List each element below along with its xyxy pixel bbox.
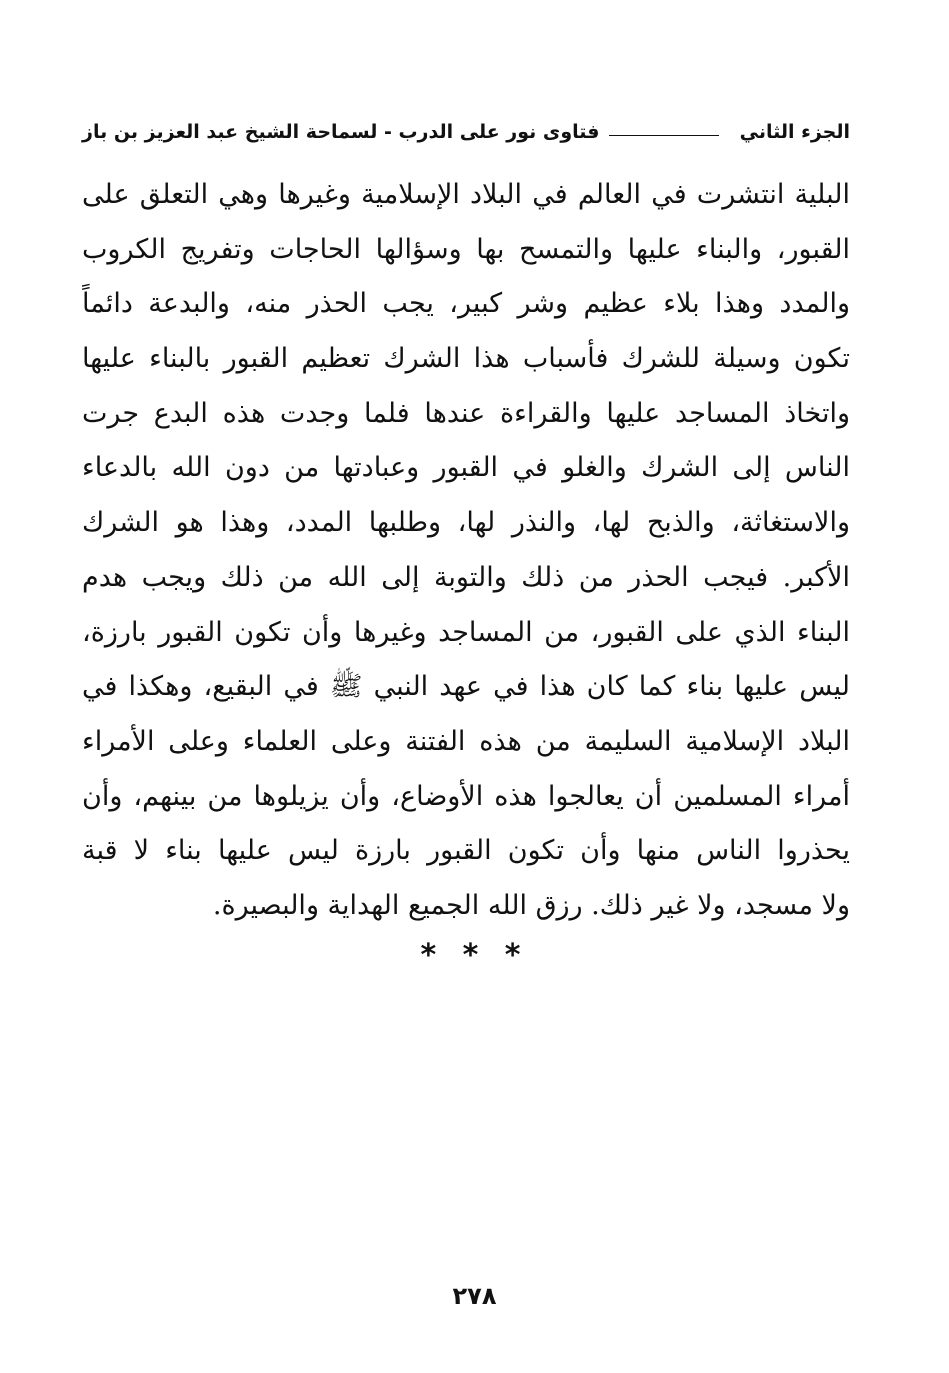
running-header xyxy=(82,112,850,152)
text-line: الأكبر. فيجب الحذر من ذلك والتوبة إلى الله من ذلك ويجب هدم xyxy=(82,561,850,593)
text-line: واتخاذ المساجد عليها والقراءة عندها فلما وجدت هذه البدع جرت xyxy=(82,397,850,429)
header-title-group xyxy=(82,121,719,143)
text-line: القبور، والبناء عليها والتمسح بها وسؤالها الحاجات وتفريج الكروب xyxy=(82,233,850,265)
page-number: ٢٧٨ xyxy=(452,1282,497,1310)
text-line: أمراء المسلمين أن يعالجوا هذه الأوضاع، وأن يزيلوها من بينهم، وأن xyxy=(82,780,850,812)
header-book-title: فتاوى نور على الدرب - لسماحة الشيخ عبد العزيز بن باز xyxy=(82,121,600,143)
body-text xyxy=(82,168,850,934)
text-line: تكون وسيلة للشرك فأسباب هذا الشرك تعظيم القبور بالبناء عليها xyxy=(82,343,850,375)
header-part-label: الجزء الثاني xyxy=(739,121,850,143)
text-line: الناس إلى الشرك والغلو في القبور وعبادتها من دون الله بالدعاء xyxy=(82,452,850,484)
text-line: البلية انتشرت في العالم في البلاد الإسلامية وغيرها وهي التعلق على xyxy=(82,179,850,210)
text-line: والمدد وهذا بلاء عظيم وشر كبير، يجب الحذر منه، والبدعة دائماً xyxy=(82,288,850,320)
text-line: البناء الذي على القبور، من المساجد وغيرها وأن تكون القبور بارزة، xyxy=(82,616,850,648)
text-line: ليس عليها بناء كما كان هذا في عهد النبي ﷺ في البقيع، وهكذا في xyxy=(82,671,850,703)
text-line: والاستغاثة، والذبح لها، والنذر لها، وطلبها المدد، وهذا هو الشرك xyxy=(82,507,850,539)
text-line: البلاد الإسلامية السليمة من هذه الفتنة وعلى العلماء وعلى الأمراء xyxy=(82,725,850,757)
header-rule xyxy=(609,135,719,136)
text-line: يحذروا الناس منها وأن تكون القبور بارزة ليس عليها بناء لا قبة xyxy=(82,835,850,867)
text-line: ولا مسجد، ولا غير ذلك. رزق الله الجميع الهداية والبصيرة. xyxy=(212,889,850,921)
section-separator: * * * xyxy=(420,938,529,973)
